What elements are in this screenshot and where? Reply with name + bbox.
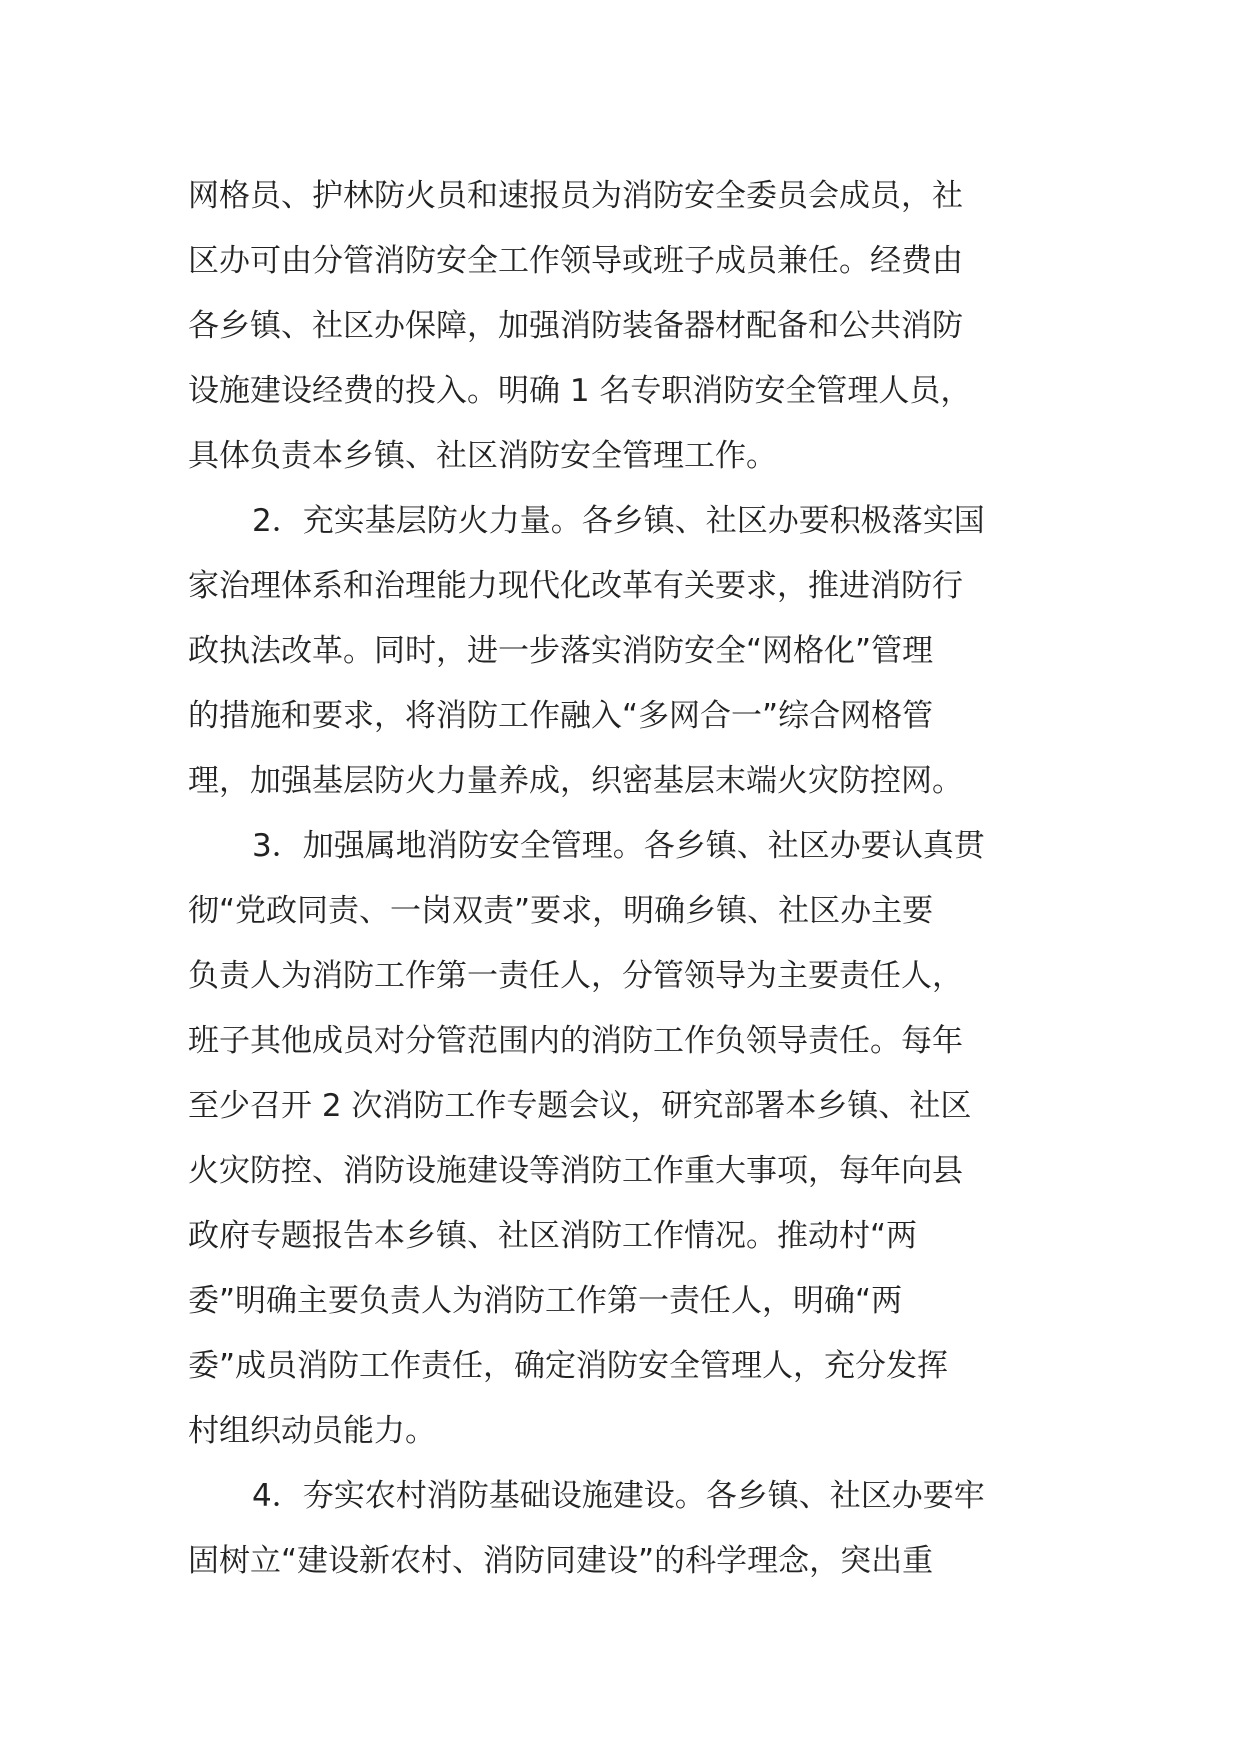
text-line: 彻“党政同责、一岗双责”要求，明确乡镇、社区办主要 [188,893,934,929]
text-line: 家治理体系和治理能力现代化改革有关要求，推进消防行 [188,568,963,604]
body-text [188,164,1058,1594]
text-line: 委”成员消防工作责任，确定消防安全管理人，充分发挥 [188,1348,949,1384]
paragraph-4-first-line: 4．夯实农村消防基础设施建设。各乡镇、社区办要牢 [252,1478,985,1514]
text-line: 区办可由分管消防安全工作领导或班子成员兼任。经费由 [188,243,963,279]
text-line: 政府专题报告本乡镇、社区消防工作情况。推动村“两 [188,1218,918,1254]
text-line: 各乡镇、社区办保障，加强消防装备器材配备和公共消防 [188,308,963,344]
text-line: 负责人为消防工作第一责任人，分管领导为主要责任人， [188,958,963,994]
text-line: 设施建设经费的投入。明确 1 名专职消防安全管理人员， [188,373,972,409]
text-line: 的措施和要求，将消防工作融入“多网合一”综合网格管 [188,698,934,734]
text-line: 火灾防控、消防设施建设等消防工作重大事项，每年向县 [188,1153,963,1189]
text-line: 网格员、护林防火员和速报员为消防安全委员会成员，社 [188,178,963,214]
paragraph-2-first-line: 2．充实基层防火力量。各乡镇、社区办要积极落实国 [252,503,985,539]
text-line: 班子其他成员对分管范围内的消防工作负领导责任。每年 [188,1023,963,1059]
text-line: 政执法改革。同时，进一步落实消防安全“网格化”管理 [188,633,934,669]
text-line: 具体负责本乡镇、社区消防安全管理工作。 [188,438,777,474]
text-line: 村组织动员能力。 [188,1413,436,1449]
text-line: 固树立“建设新农村、消防同建设”的科学理念，突出重 [188,1543,934,1579]
paragraph-3-first-line: 3．加强属地消防安全管理。各乡镇、社区办要认真贯 [252,828,985,864]
text-line: 理，加强基层防火力量养成，织密基层末端火灾防控网。 [188,763,963,799]
text-line: 委”明确主要负责人为消防工作第一责任人，明确“两 [188,1283,903,1319]
text-line: 至少召开 2 次消防工作专题会议，研究部署本乡镇、社区 [188,1088,972,1124]
